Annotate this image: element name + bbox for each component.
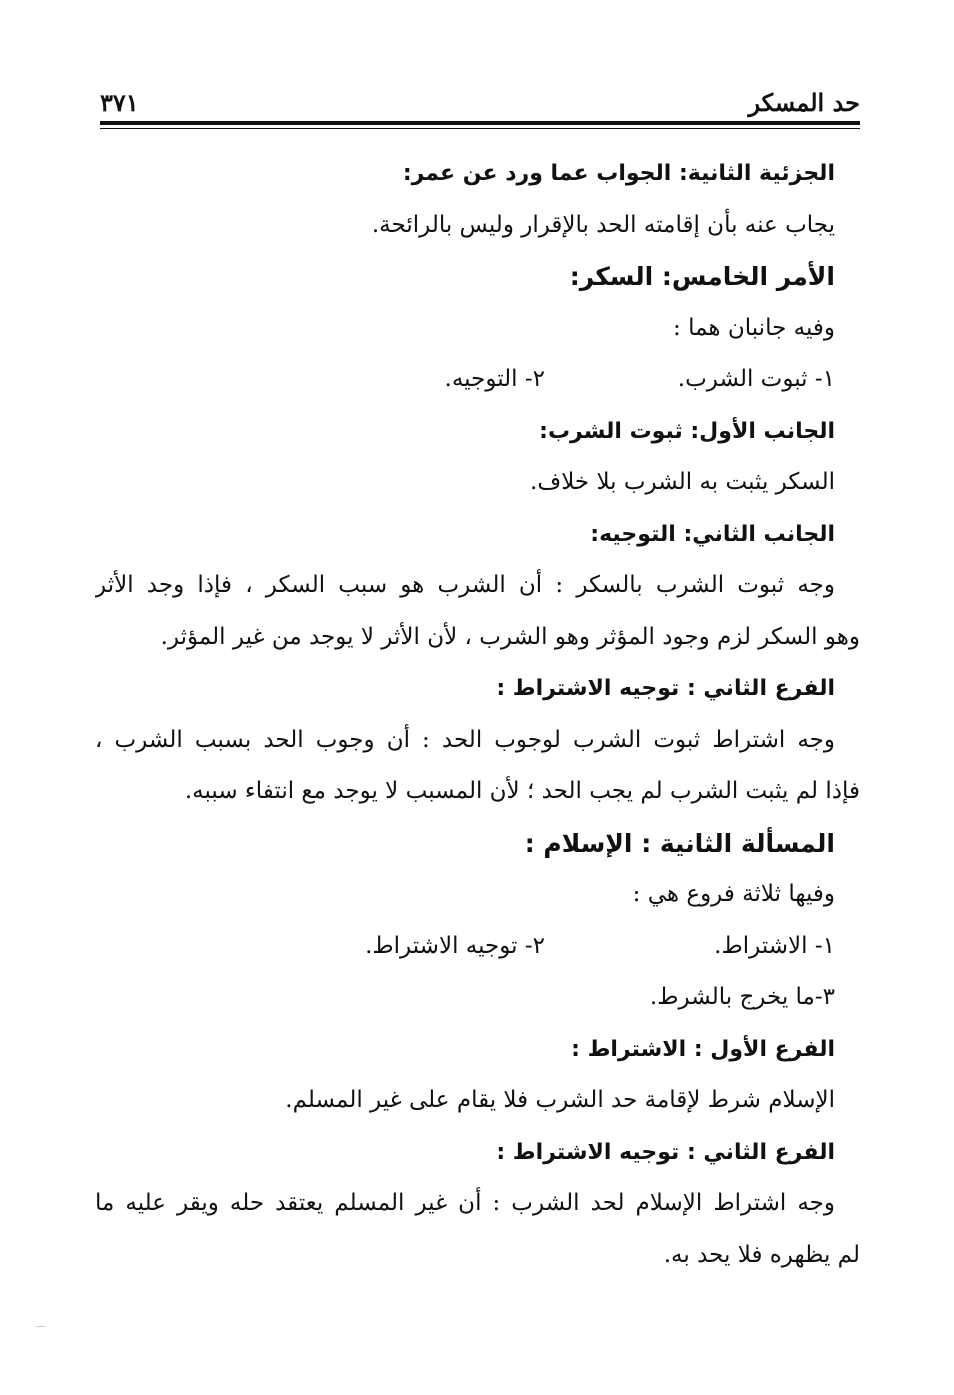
paragraph-line: لم يظهره فلا يحد به. bbox=[663, 1241, 860, 1268]
list-item: ١- الاشتراط. bbox=[714, 932, 835, 959]
paragraph-line: وفيها ثلاثة فروع هي : bbox=[632, 881, 835, 907]
paragraph-line: وجه ثبوت الشرب بالسكر : أن الشرب هو سبب السكر ، فإذا وجد الأثر bbox=[95, 572, 835, 598]
list-item: ٢- التوجيه. bbox=[444, 366, 545, 392]
list-item: ٢- توجيه الاشتراط. bbox=[365, 932, 545, 959]
paragraph-line: يجاب عنه بأن إقامته الحد بالإقرار وليس بالرائحة. bbox=[371, 211, 835, 238]
paragraph-line: السكر يثبت به الشرب بلا خلاف. bbox=[530, 469, 835, 495]
header-title: حد المسكر bbox=[748, 88, 860, 117]
paragraph-line: فإذا لم يثبت الشرب لم يجب الحد ؛ لأن المسبب لا يوجد مع انتفاء سببه. bbox=[184, 778, 860, 804]
header-rule-thin bbox=[100, 128, 860, 129]
header-rule-thick bbox=[100, 121, 860, 125]
section-heading: المسألة الثانية : الإسلام : bbox=[524, 828, 835, 858]
margin-mark bbox=[36, 1326, 46, 1327]
page-number: ٣٧١ bbox=[100, 88, 139, 117]
section-heading: الأمر الخامس: السكر: bbox=[569, 262, 835, 291]
list-row bbox=[100, 354, 835, 406]
paragraph-line: وفيه جانبان هما : bbox=[673, 314, 835, 341]
list-item: ٣-ما يخرج بالشرط. bbox=[649, 984, 835, 1010]
subheading: الجانب الأول: ثبوت الشرب: bbox=[539, 418, 835, 444]
subheading: الفرع الأول : الاشتراط : bbox=[571, 1036, 835, 1062]
subheading: الجانب الثاني: التوجيه: bbox=[590, 521, 835, 547]
paragraph-line: الإسلام شرط لإقامة حد الشرب فلا يقام على غير المسلم. bbox=[285, 1087, 835, 1113]
running-header bbox=[100, 80, 860, 120]
paragraph-line: وجه اشتراط ثبوت الشرب لوجوب الحد : أن وجوب الحد بسبب الشرب ، bbox=[95, 726, 835, 753]
page-body bbox=[95, 148, 860, 1281]
list-item: ١- ثبوت الشرب. bbox=[677, 366, 835, 392]
subheading: الفرع الثاني : توجيه الاشتراط : bbox=[496, 1139, 835, 1165]
paragraph-line: وجه اشتراط الإسلام لحد الشرب : أن غير المسلم يعتقد حله ويقر عليه ما bbox=[95, 1190, 835, 1216]
subheading: الفرع الثاني : توجيه الاشتراط : bbox=[496, 676, 835, 701]
paragraph-line: وهو السكر لزم وجود المؤثر وهو الشرب ، لأن الأثر لا يوجد من غير المؤثر. bbox=[160, 623, 860, 650]
list-row bbox=[100, 921, 835, 973]
subheading: الجزئية الثانية: الجواب عما ورد عن عمر: bbox=[402, 161, 835, 186]
